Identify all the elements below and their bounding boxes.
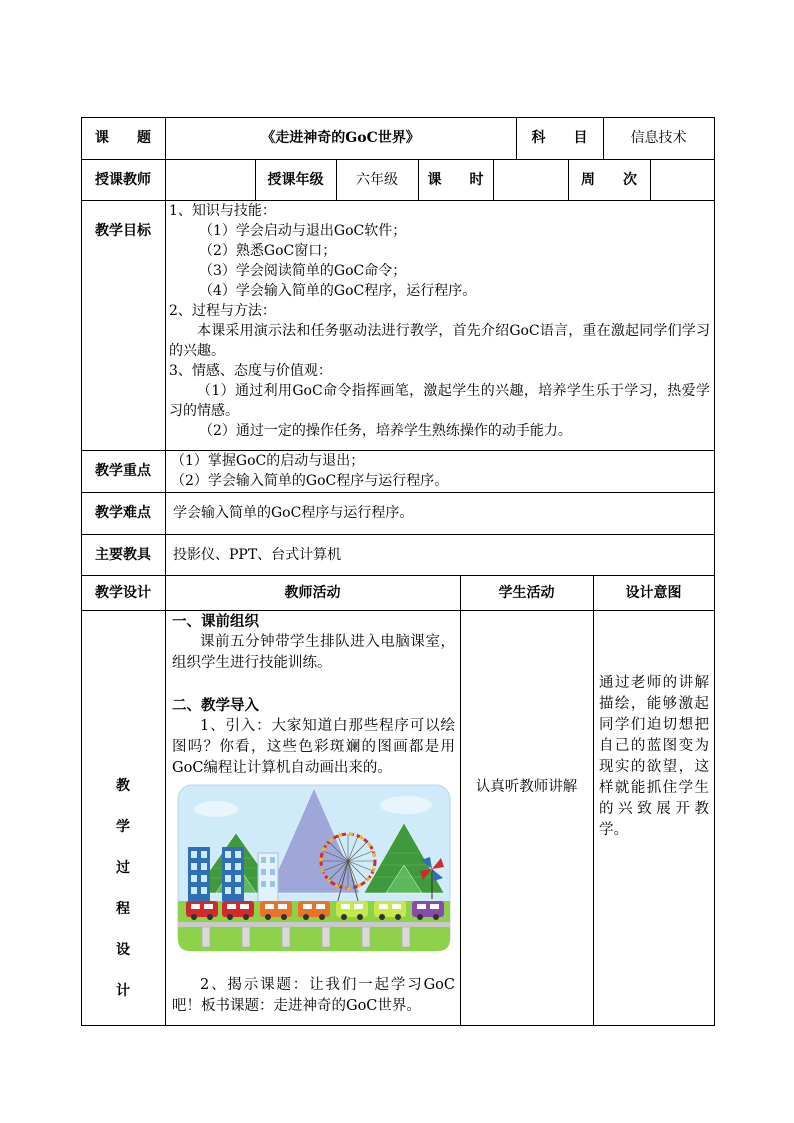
design-col3: 学生活动 <box>498 584 555 601</box>
section-title: 一、课前组织 <box>172 613 259 630</box>
keypoints-line: （1）掌握GoC的启动与退出； <box>171 453 365 469</box>
goals-line: （2）通过一定的操作任务，培养学生熟练操作的动手能力。 <box>199 423 572 439</box>
goals-label: 教学目标 <box>95 223 151 239</box>
goals-line: （3）学会阅读简单的GoC命令； <box>199 263 407 279</box>
goals-line: 3、情感、态度与价值观： <box>169 363 332 379</box>
goc-illustration <box>176 783 452 953</box>
grade-value: 六年级 <box>356 171 398 188</box>
week-value <box>650 159 714 200</box>
subject-value: 信息技术 <box>630 130 687 146</box>
subject-label: 科 目 <box>531 130 588 146</box>
goals-line: 本课采用演示法和任务驱动法进行教学，首先介绍GoC语言，重在激起同学们学习的兴趣。 <box>169 323 710 359</box>
hours-value <box>493 159 568 200</box>
goals-content <box>169 201 710 441</box>
topic-label: 课 题 <box>95 130 151 146</box>
vertical-char: 设 <box>116 942 130 958</box>
goals-line: （1）通过利用GoC命令指挥画笔，激起学生的兴趣，培养学生乐于学习，热爱学习的情感。 <box>169 383 710 419</box>
design-col4: 设计意图 <box>625 584 682 601</box>
goals-line: （1）学会启动与退出GoC软件； <box>199 223 407 239</box>
teacher-label: 授课教师 <box>95 171 151 188</box>
section-text: 课前五分钟带学生排队进入电脑课室，组织学生进行技能训练。 <box>172 634 455 671</box>
section-title: 二、教学导入 <box>172 697 259 714</box>
vertical-char: 学 <box>116 819 130 835</box>
goals-line: 2、过程与方法： <box>169 303 276 319</box>
process-vertical-label <box>81 766 165 1012</box>
design-intent: 通过老师的讲解描绘，能够激起同学们迫切想把自己的蓝图变为现实的欲望，这样就能抓住学生的兴致展开教学。 <box>599 675 709 838</box>
week-label: 周 次 <box>581 171 637 188</box>
keypoints-label: 教学重点 <box>95 463 151 479</box>
keypoints-content <box>171 451 711 491</box>
design-col1: 教学设计 <box>95 584 151 601</box>
vertical-char: 程 <box>116 901 130 917</box>
vertical-char: 计 <box>116 983 130 999</box>
vertical-char: 教 <box>116 778 130 794</box>
section-text: 1、引入：大家知道白那些程序可以绘图吗？你看，这些色彩斑斓的图画都是用GoC编程让计算机自动画出来的。 <box>172 718 455 776</box>
topic-value: 《走进神奇的GoC世界》 <box>261 130 420 146</box>
teacher-activity <box>172 611 455 779</box>
difficulty-label: 教学难点 <box>95 505 151 521</box>
tools-text: 投影仪、PPT、台式计算机 <box>173 546 342 563</box>
section-text: 2、揭示课题：让我们一起学习GoC吧！板书课题：走进神奇的GoC世界。 <box>172 977 455 1014</box>
tools-label: 主要教具 <box>95 546 151 563</box>
teacher-value <box>165 159 255 200</box>
hours-label: 课 时 <box>427 171 484 188</box>
goals-line: 1、知识与技能： <box>169 203 276 219</box>
difficulty-text: 学会输入简单的GoC程序与运行程序。 <box>173 505 414 521</box>
goc-drawing-image <box>176 783 452 953</box>
grade-label: 授课年级 <box>267 171 324 188</box>
teacher-activity-end <box>172 975 455 1017</box>
goals-line: （2）熟悉GoC窗口； <box>199 243 337 259</box>
goals-line: （4）学会输入简单的GoC程序，运行程序。 <box>199 283 477 299</box>
vertical-char: 过 <box>116 860 130 876</box>
student-activity: 认真听教师讲解 <box>475 779 578 795</box>
design-col2: 教师活动 <box>284 584 341 601</box>
keypoints-line: （2）学会输入简单的GoC程序与运行程序。 <box>171 473 449 489</box>
